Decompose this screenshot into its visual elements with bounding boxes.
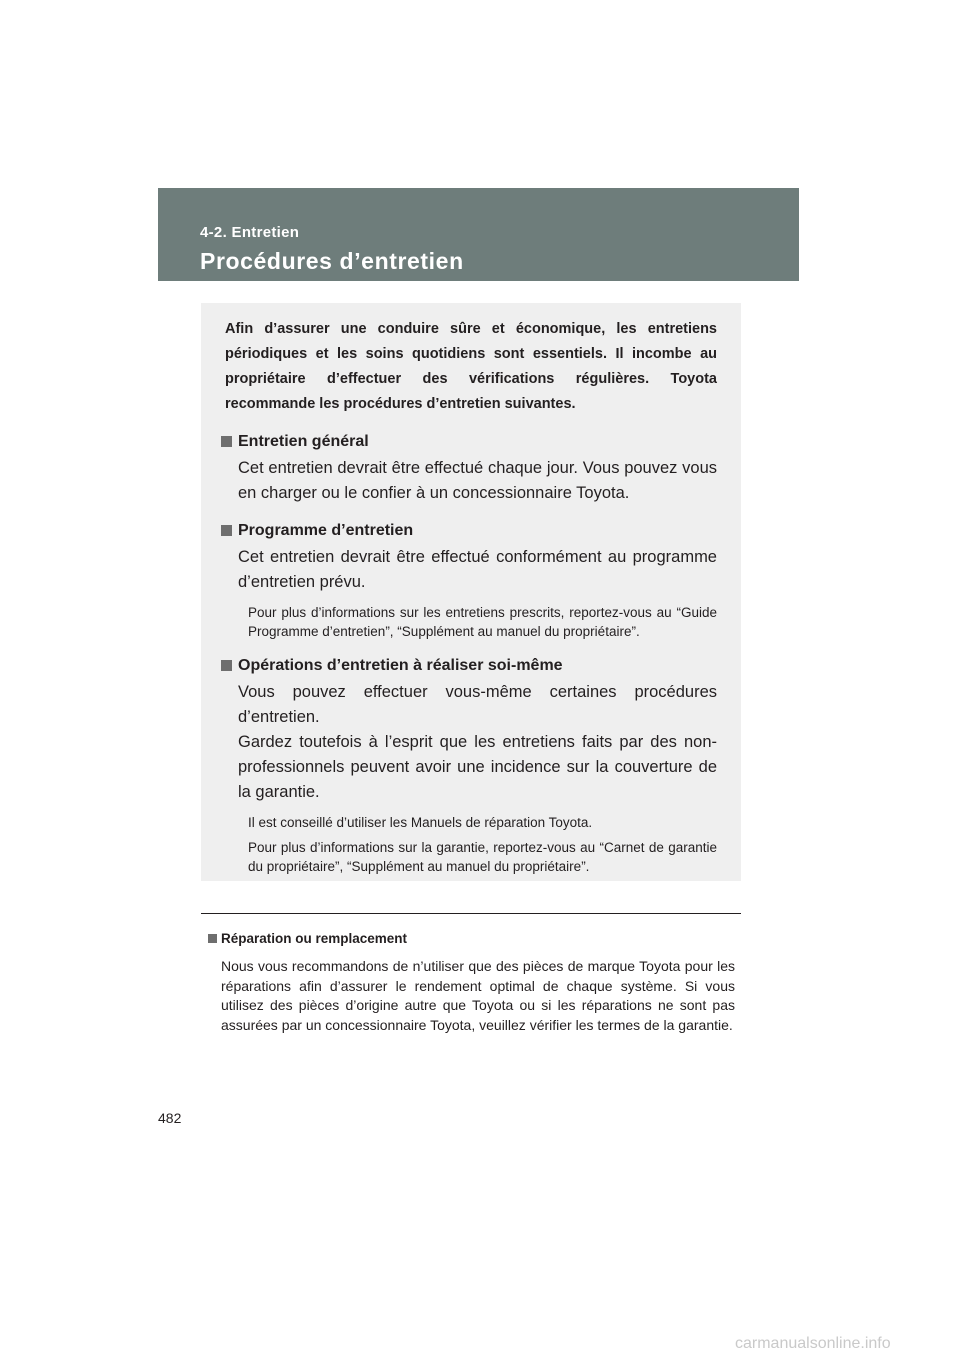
square-bullet-icon [221,660,232,671]
page-number: 482 [158,1110,182,1126]
divider-line [201,913,741,914]
subsection-general [201,429,741,506]
square-bullet-icon [221,525,232,536]
subsection-heading: Programme d’entretien [238,522,414,539]
watermark: carmanualsonline.info [735,1335,891,1352]
section-label: 4-2. Entretien [200,224,300,241]
repair-heading [208,931,407,946]
subsection-body: Vous pouvez effectuer vous-même certaines procédures d’entretien. [238,683,717,726]
square-bullet-icon [221,436,232,447]
subsection-body: Cet entretien devrait être effectué conformément au programme d’entretien prévu. [238,548,717,591]
square-bullet-icon [208,934,217,943]
summary-box [201,303,741,881]
subsection-program [201,518,741,641]
subsection-diy [201,653,741,876]
subsection-note: Il est conseillé d’utiliser les Manuels de réparation Toyota. [248,815,593,830]
repair-heading-text: Réparation ou remplacement [221,931,408,946]
subsection-heading: Entretien général [238,433,369,450]
page-title: Procédures d’entretien [200,248,464,274]
subsection-body-continued: Gardez toutefois à l’esprit que les entretiens faits par des non-professionnels peuvent avoir une incidence sur la couverture de la garantie. [238,733,717,801]
subsection-heading: Opérations d’entretien à réaliser soi-même [238,657,563,674]
repair-body: Nous vous recommandons de n’utiliser que des pièces de marque Toyota pour les réparations afin d’assurer le rendement optimal de chaque système. Si vous utilisez des pièces d’origine autre que Toyota ou si les réparations ne sont pas assurées par un concessionnaire Toyota, veuillez vérifier les termes de la garantie. [221,958,735,1033]
subsection-note-warranty: Pour plus d’informations sur la garantie, reportez-vous au “Carnet de garantie du propriétaire”, “Supplément au manuel du propriétaire”. [248,840,717,874]
intro-paragraph: Afin d’assurer une conduire sûre et économique, les entretiens périodiques et les soins quotidiens sont essentiels. Il incombe au propriétaire d’effectuer des vérifications régulières. Toyota recommande les procédures d’entretien suivantes. [225,321,717,412]
chapter-header [158,188,799,281]
subsection-body: Cet entretien devrait être effectué chaque jour. Vous pouvez vous en charger ou le confier à un concessionnaire Toyota. [238,459,717,502]
subsection-note: Pour plus d’informations sur les entretiens prescrits, reportez-vous au “Guide Programme d’entretien”, “Supplément au manuel du propriétaire”. [248,605,717,639]
